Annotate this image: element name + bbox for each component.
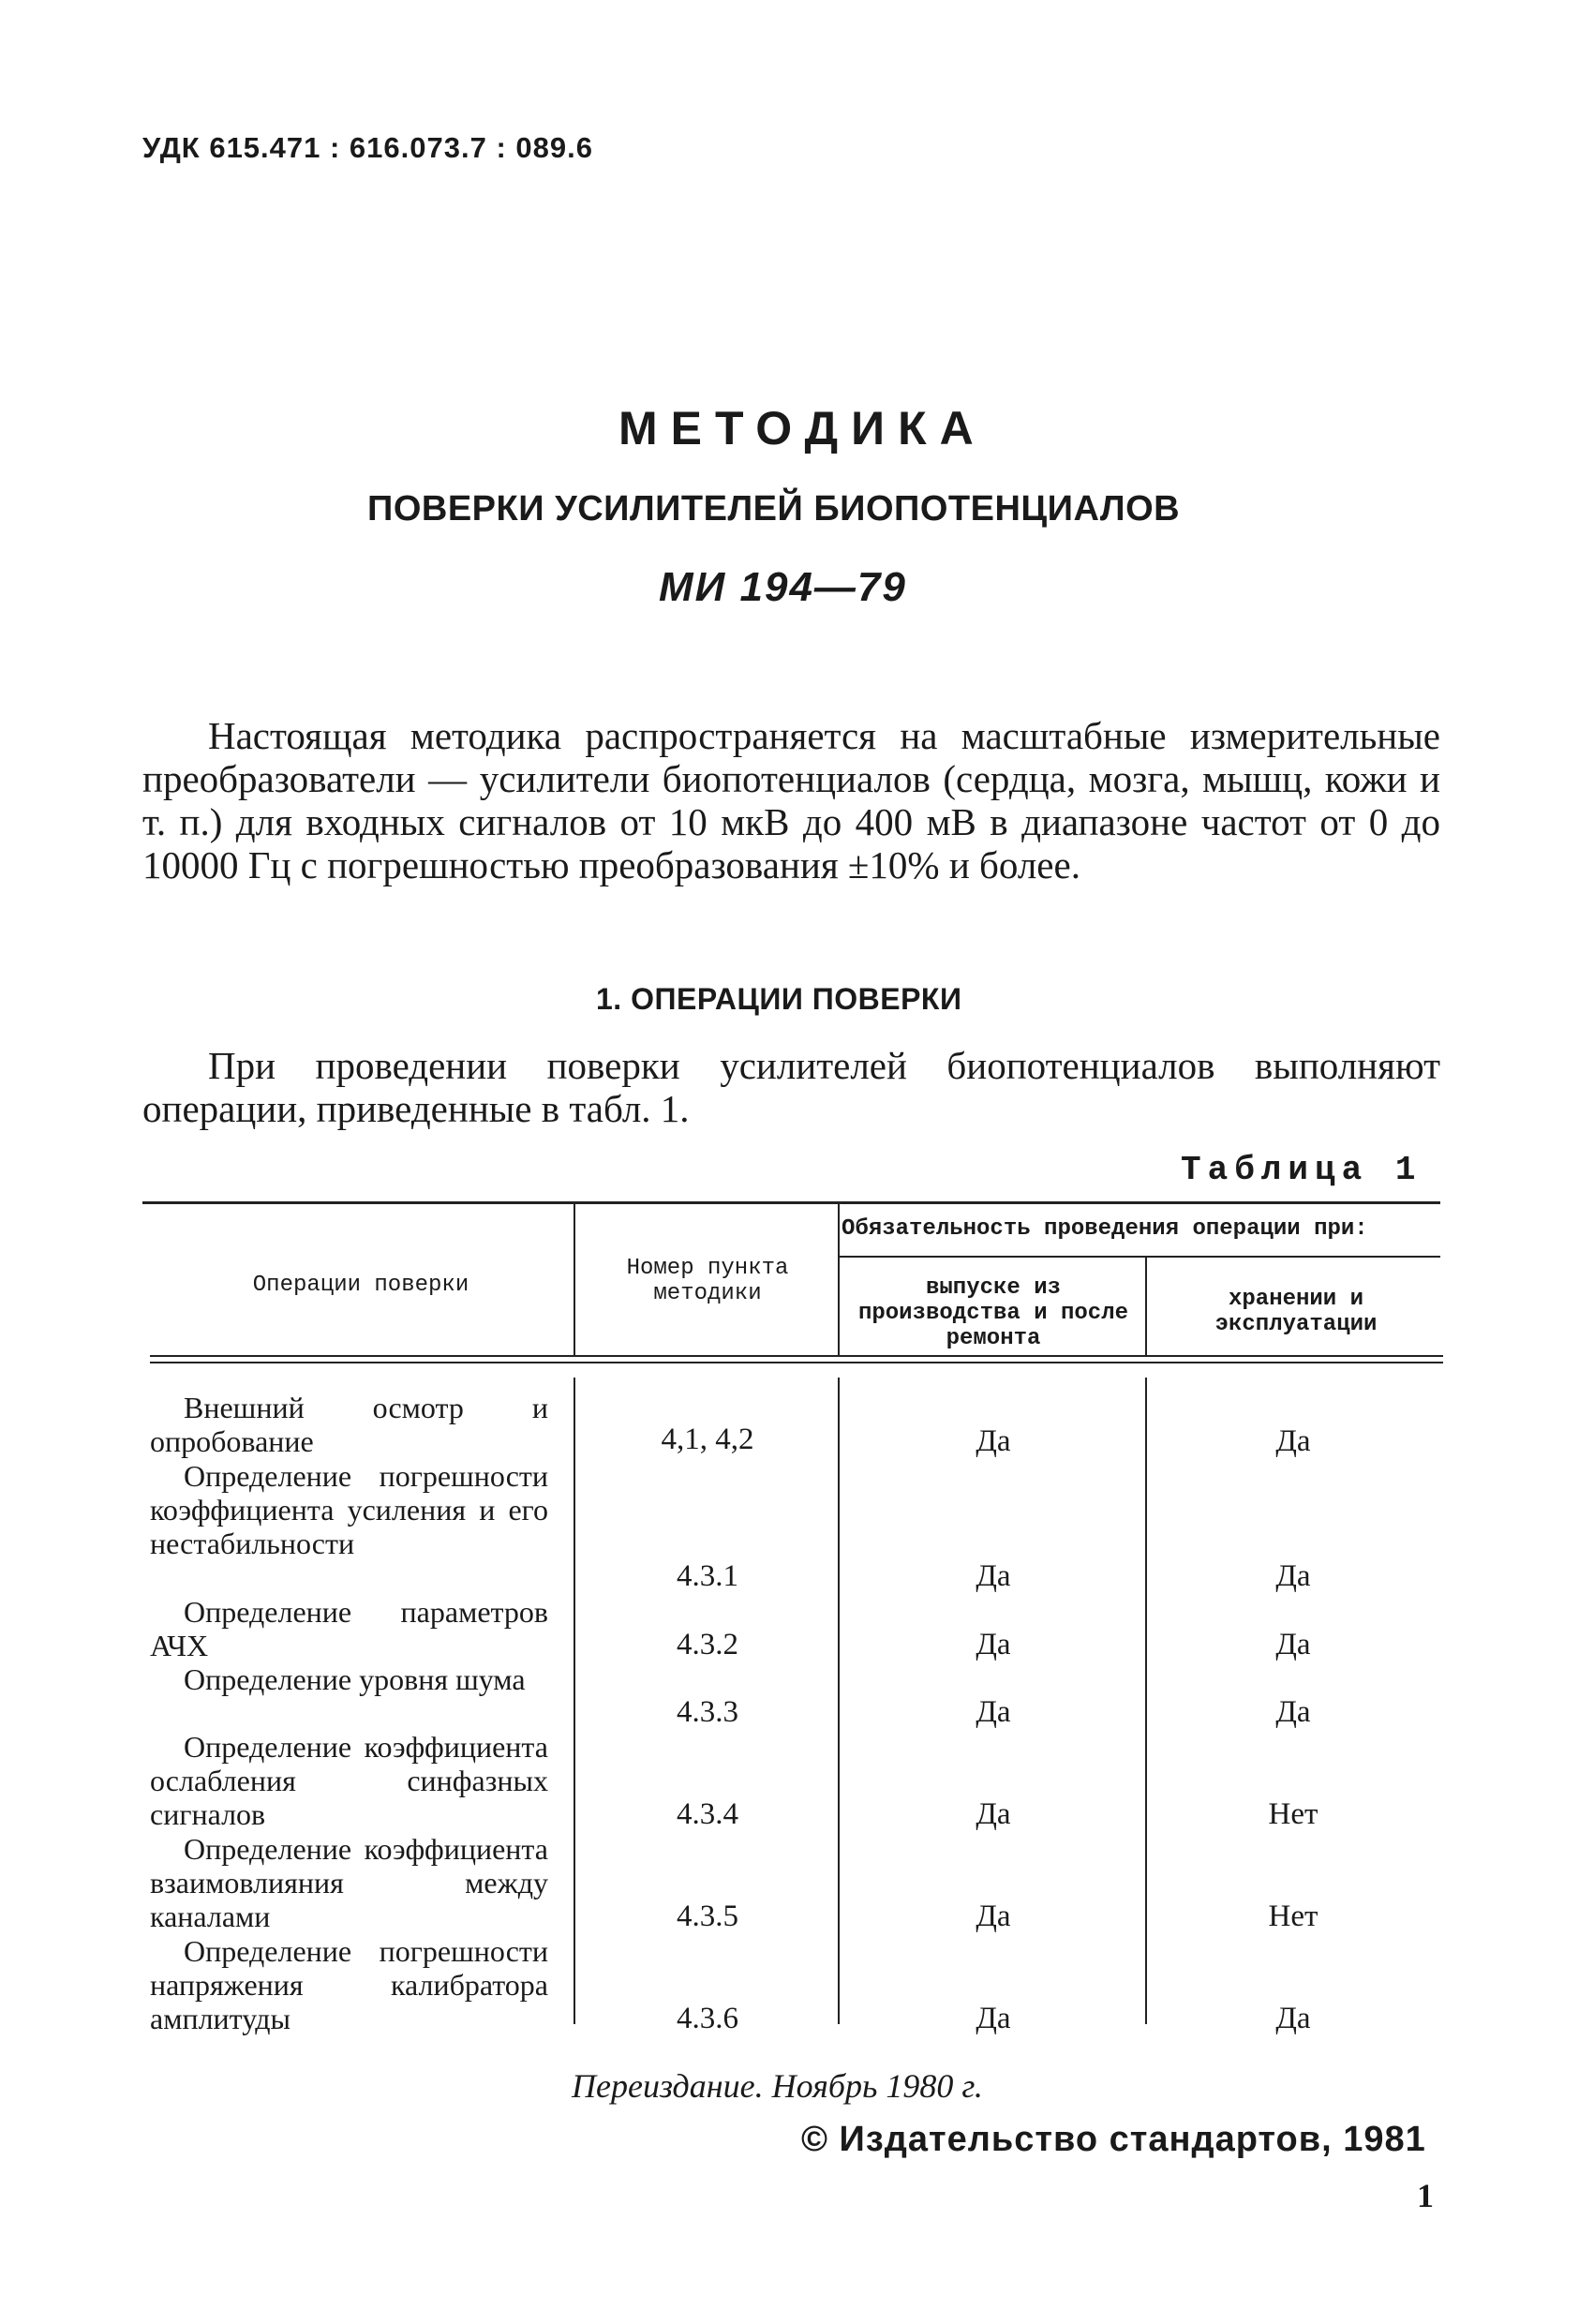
row-item: 4.3.2 [677,1628,738,1661]
document-code: МИ 194—79 [659,564,907,610]
header-storage: хранении и эксплуатации [1214,1287,1378,1337]
row-operation: Определение параметров АЧХ [150,1595,548,1662]
row-storage: Да [1275,1695,1311,1729]
row-release: Да [976,1797,1011,1831]
row-release: Да [976,1424,1011,1458]
row-storage: Да [1275,1628,1311,1661]
reissue-note: Переиздание. Ноябрь 1980 г. [572,2067,983,2105]
row-item: 4.3.6 [677,2002,738,2035]
row-storage: Да [1275,2002,1311,2035]
row-item: 4.3.5 [677,1899,738,1933]
table-header-rule-1 [150,1355,1443,1357]
table-vline-1-body [574,1378,575,2024]
table-top-rule [142,1201,1440,1204]
publisher-line: © Издательство стандартов, 1981 [801,2120,1426,2159]
row-release: Да [976,1628,1011,1661]
row-operation: Определение коэффициента взаимовлияния между каналами [150,1832,548,1933]
row-item: 4,1, 4,2 [661,1423,754,1456]
page-number: 1 [1417,2177,1434,2214]
row-release: Да [976,2002,1011,2035]
table-caption: Таблица 1 [1181,1151,1423,1189]
row-release: Да [976,1695,1011,1729]
row-storage: Нет [1268,1797,1318,1831]
section-heading: 1. ОПЕРАЦИИ ПОВЕРКИ [596,982,962,1016]
row-operation: Внешний осмотр и опробование [150,1391,548,1458]
table-vline-3-head [1145,1258,1147,1357]
table-vline-1-head [574,1204,575,1357]
row-operation: Определение погрешности коэффициента усиления и его нестабильности [150,1459,548,1560]
row-operation: Определение уровня шума [184,1662,526,1696]
intro-paragraph: Настоящая методика распространяется на масштабные измерительные преобразователи — усилители биопотенциалов (сердца, мозга, мышц, кожи и т. п.) для входных сигналов от 10 мкВ до 400 мВ в диапазоне частот от 0 до 10000 Гц с погрешностью преобразования ±10% и более. [142,714,1440,886]
row-item: 4.3.3 [677,1695,738,1729]
udk-code: УДК 615.471 : 616.073.7 : 089.6 [142,131,593,164]
row-item: 4.3.1 [677,1559,738,1593]
row-operation: Определение коэффициента ослабления синфазных сигналов [150,1730,548,1831]
table-obligation-rule [838,1256,1440,1258]
row-operation: Определение погрешности напряжения калибратора амплитуды [150,1934,548,2035]
header-item-number: Номер пункта методики [626,1256,789,1306]
section-paragraph: При проведении поверки усилителей биопотенциалов выполняют операции, приведенные в табл. 1. [142,1044,1440,1130]
row-storage: Да [1275,1424,1311,1458]
header-obligation: Обязательность проведения операции при: [842,1216,1368,1242]
header-operations: Операции поверки [252,1273,469,1298]
header-release: выпуске из производства и после ремонта [857,1275,1129,1351]
row-item: 4.3.4 [677,1797,738,1831]
document-subtitle: ПОВЕРКИ УСИЛИТЕЛЕЙ БИОПОТЕНЦИАЛОВ [367,489,1181,529]
table-vline-3-body [1145,1378,1147,2024]
table-header-rule-2 [150,1362,1443,1363]
row-release: Да [976,1559,1011,1593]
table-vline-2-body [838,1378,840,2024]
row-storage: Да [1275,1559,1311,1593]
row-storage: Нет [1268,1899,1318,1933]
row-release: Да [976,1899,1011,1933]
document-title: МЕТОДИКА [618,402,987,454]
